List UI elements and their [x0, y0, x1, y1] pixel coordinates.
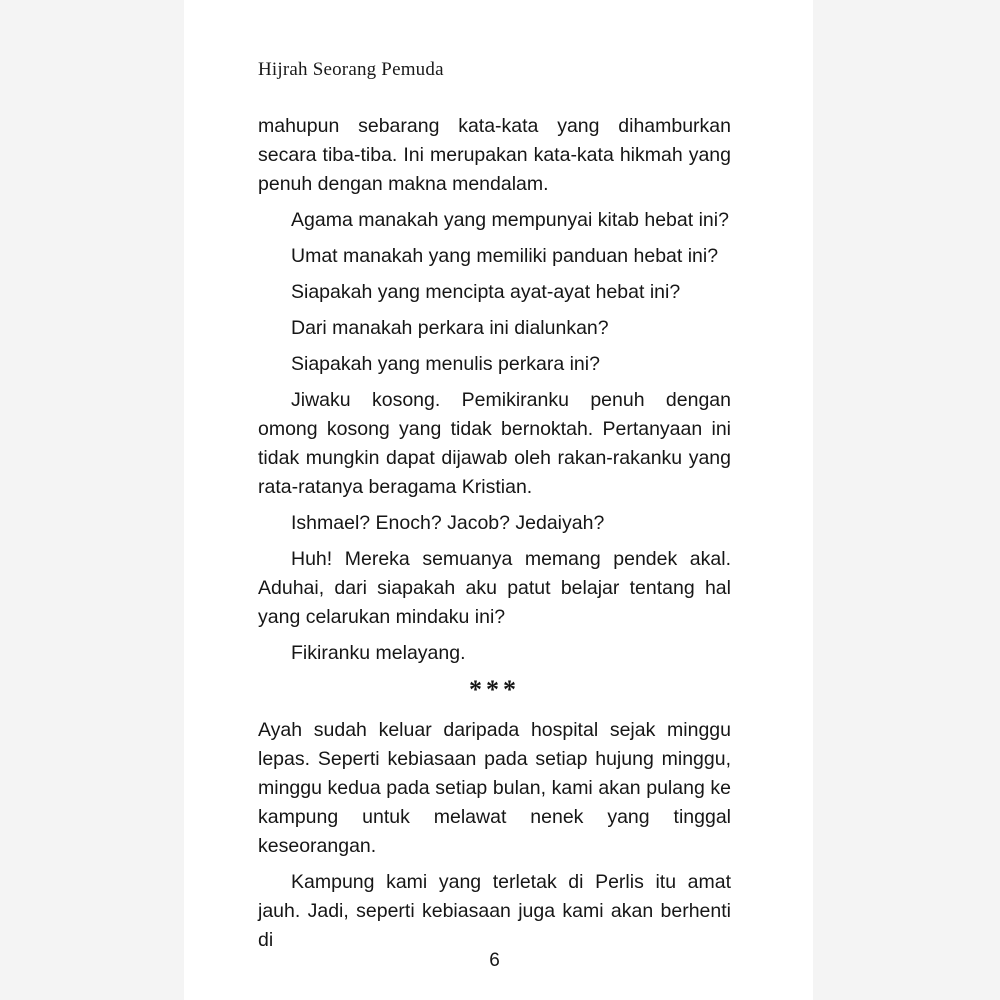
paragraph-question-1: Agama manakah yang mempunyai kitab hebat ini? [291, 209, 729, 231]
paragraph-huh: Huh! Mereka semuanya memang pendek akal. Aduhai, dari siapakah aku patut belajar tentang hal yang celarukan mindaku ini? [258, 548, 731, 628]
paragraph-continuation: mahupun sebarang kata-kata yang dihamburkan secara tiba-tiba. Ini merupakan kata-kata hikmah yang penuh dengan makna mendalam. [258, 115, 731, 195]
running-header: Hijrah Seorang Pemuda [258, 59, 444, 80]
paragraph-question-2: Umat manakah yang memiliki panduan hebat ini? [291, 245, 719, 267]
paragraph-question-5: Siapakah yang menulis perkara ini? [291, 353, 600, 375]
paragraph-question-3: Siapakah yang mencipta ayat-ayat hebat ini? [291, 281, 681, 303]
section-separator: *** [469, 675, 520, 704]
paragraph-fikiranku: Fikiranku melayang. [291, 642, 466, 664]
book-page [184, 0, 813, 1000]
paragraph-names: Ishmael? Enoch? Jacob? Jedaiyah? [291, 512, 605, 534]
paragraph-ayah: Ayah sudah keluar daripada hospital sejak minggu lepas. Seperti kebiasaan pada setiap hujung minggu, minggu kedua pada setiap bulan, kami akan pulang ke kampung untuk melawat nenek yang tinggal keseorangan. [258, 719, 731, 857]
page-body-text [258, 112, 731, 955]
page-number: 6 [489, 950, 500, 971]
paragraph-question-4: Dari manakah perkara ini dialunkan? [291, 317, 609, 339]
paragraph-jiwaku: Jiwaku kosong. Pemikiranku penuh dengan omong kosong yang tidak bernoktah. Pertanyaan ini tidak mungkin dapat dijawab oleh rakan-rakanku yang rata-ratanya beragama Kristian. [258, 389, 731, 498]
paragraph-kampung: Kampung kami yang terletak di Perlis itu amat jauh. Jadi, seperti kebiasaan juga kami akan berhenti di [258, 871, 731, 951]
